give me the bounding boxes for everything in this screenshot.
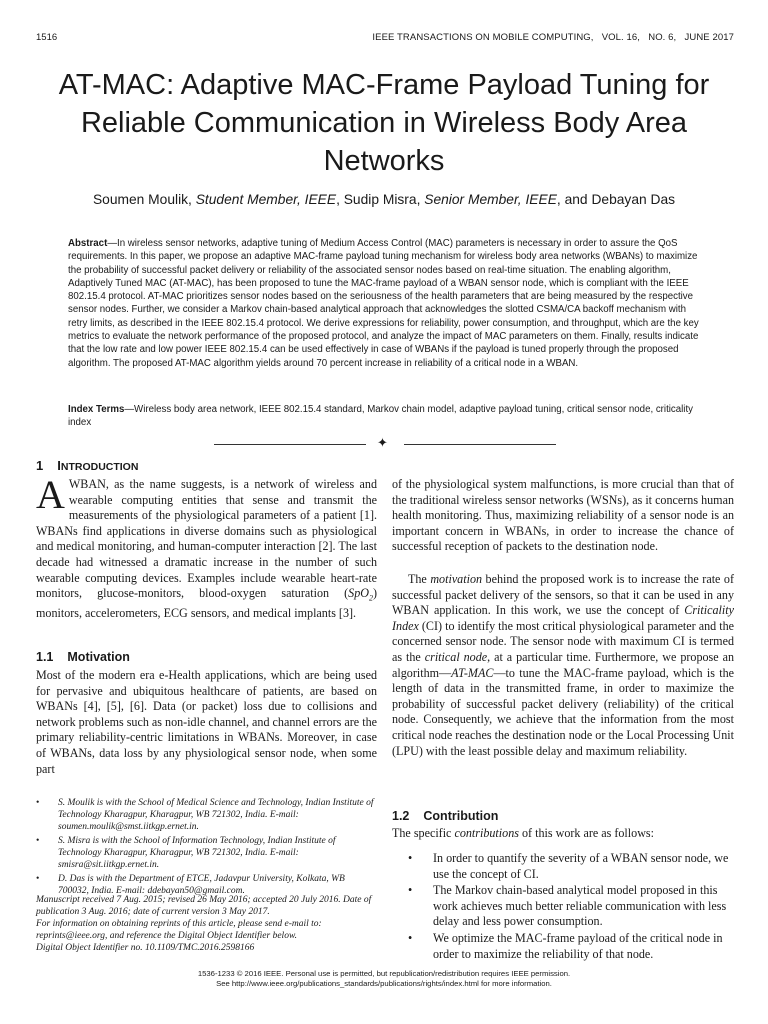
index-terms-text: —Wireless body area network, IEEE 802.15.4 standard, Markov chain model, adaptive payload tuning, critical sensor node, criticality index — [68, 404, 693, 429]
copyright-footer — [20, 969, 748, 989]
manuscript-info — [36, 894, 380, 954]
footnote-item: • S. Misra is with the School of Information Technology, Indian Institute of Technology Kharagpur, Kharagpur, WB 721302, India. E-mail: smisra@sit.iitkgp.ernet.in. — [36, 836, 336, 870]
subsection-heading-contribution — [392, 809, 498, 823]
journal-header: IEEE TRANSACTIONS ON MOBILE COMPUTING, VOL. 16, NO. 6, JUNE 2017 — [372, 32, 734, 43]
italic-term: contributions — [454, 826, 519, 840]
right-paragraph-1: of the physiological system malfunctions, is more crucial than that of the traditional wireless sensor networks (WSNs), as it concerns human health monitoring. Thus, maximizing reliability of a sensor node is an important concern in WBANs, in order to increase the chance of successful reception of packets to the destination node. — [392, 477, 734, 554]
list-item-text: In order to quantify the severity of a WBAN sensor node, we use the concept of CI. — [433, 851, 729, 881]
footnote-item: • D. Das is with the Department of ETCE, Jadavpur University, Kolkata, WB 700032, India. E-mail: ddebayan50@gmail.com. — [36, 874, 345, 896]
italic-term: AT-MAC — [451, 665, 494, 680]
abstract — [68, 237, 704, 370]
author-2: , Sudip Misra, — [336, 192, 425, 207]
author-2-role: Senior Member, IEEE — [424, 192, 557, 207]
author-1: Soumen Moulik, — [92, 192, 196, 207]
italic-term: critical node — [424, 649, 488, 664]
page-number: 1516 — [36, 32, 58, 43]
spo2-subscript: 2 — [368, 593, 373, 603]
text: —to tune the MAC-frame payload, which is the length of data in the transmitted frame, in order to maximize the probability of successful packet delivery (reliability) of the critical node. Consequently, we achieve that the information from the most critical node reaches the destination node or the Local Processing Unit (LPU) with the least possible delay and maximum reliability. — [392, 665, 734, 758]
section-title-rest: NTRODUCTION — [60, 461, 139, 473]
section-number: 1 — [36, 458, 44, 473]
affiliation-footnotes — [36, 797, 376, 899]
paper-title: AT-MAC: Adaptive MAC-Frame Payload Tuning for Reliable Communication in Wireless Body Area Networks — [58, 69, 710, 177]
text: (CI) to identify the most critical physiological parameter and the concerned sensor node. The sensor node with maximum CI is termed as the — [392, 618, 734, 664]
subsection-title: Contribution — [423, 809, 499, 823]
intro-paragraph — [36, 472, 377, 622]
divider-ornament-icon: ✦ — [377, 435, 388, 450]
right-paragraph-2 — [392, 572, 734, 759]
footnote-text: S. Misra is with the School of Information Technology, Indian Institute of Technology Kharagpur, Kharagpur, WB 721302, India. E-mail: smisra@sit.iitkgp.ernet.in. — [58, 836, 336, 870]
list-item: • We optimize the MAC-frame payload of the critical node in order to maximize the reliability of that node. — [408, 930, 723, 961]
subsection-heading-motivation — [36, 650, 130, 664]
text: of this work are as follows: — [518, 826, 654, 840]
index-terms-label: Index Terms — [68, 404, 125, 415]
text: , at a particular time. Furthermore, we propose an algorithm— — [392, 649, 734, 680]
footnote-text: D. Das is with the Department of ETCE, Jadavpur University, Kolkata, WB 700032, India. E-mail: ddebayan50@gmail.com. — [58, 874, 345, 896]
motivation-paragraph: Most of the modern era e-Health applications, which are being used for pervasive and ubiquitous healthcare of patients, are based on WBANs [4], [5], [6]. Data (or packet) loss due to collisions and network problems such as non-idle channel, and channel errors are the primary reliability-centric limitations in WBANs. Moreover, in case of WBANs, data loss by any physiological sensor node, when some part — [36, 668, 377, 776]
footnote-text: S. Moulik is with the School of Medical Science and Technology, Indian Institute of Technology Kharagpur, Kharagpur, WB 721302, India. E-mail: soumen.moulik@smst.iitkgp.ernet.in. — [58, 798, 374, 832]
spo2-symbol — [348, 586, 373, 603]
text: The — [408, 572, 431, 586]
subsection-number: 1.1 — [36, 650, 54, 664]
section-heading-introduction — [36, 458, 138, 473]
intro-text-end: ) monitors, accelerometers, ECG sensors, and medical implants [3]. — [36, 586, 377, 621]
italic-term: Criticality Index — [392, 603, 734, 633]
dropcap-letter: A — [36, 472, 65, 517]
doi: Digital Object Identifier no. 10.1109/TMC.2016.2598166 — [36, 943, 255, 953]
list-item-text: We optimize the MAC-frame payload of the critical node in order to maximize the reliability of that node. — [433, 930, 723, 961]
permissions-link[interactable]: See http://www.ieee.org/publications_standards/publications/rights/index.html for more information. — [216, 979, 552, 988]
author-1-role: Student Member, IEEE — [195, 192, 337, 207]
text: behind the proposed work is to increase the rate of successful packet delivery of the sensors, so that it can be used in any WBAN application. In this work, we use the concept of — [392, 572, 734, 618]
list-item: • In order to quantify the severity of a WBAN sensor node, we use the concept of CI. — [408, 851, 729, 881]
list-item-text: The Markov chain-based analytical model proposed in this work achieves much better reliable communication with less delay and less power consumption. — [433, 883, 727, 929]
index-terms — [68, 403, 704, 430]
divider-line-right — [404, 444, 556, 445]
subsection-number: 1.2 — [392, 809, 410, 823]
copyright-line: 1536-1233 © 2016 IEEE. Personal use is permitted, but republication/redistribution requires IEEE permission. — [197, 969, 571, 978]
spo2-main: SpO — [348, 586, 369, 601]
manuscript-dates: Manuscript received 7 Aug. 2015; revised 26 May 2016; accepted 20 July 2016. Date of publication 3 Aug. 2016; date of current version 3 May 2017. — [36, 895, 372, 917]
author-3: , and Debayan Das — [556, 192, 676, 207]
abstract-label: Abstract — [68, 238, 108, 249]
contribution-intro — [392, 826, 734, 842]
contribution-list — [392, 851, 734, 963]
divider-line-left — [214, 444, 366, 445]
author-list — [20, 192, 748, 207]
list-item: • The Markov chain-based analytical model proposed in this work achieves much better reliable communication with less delay and less power consumption. — [408, 883, 727, 929]
footnote-item: • S. Moulik is with the School of Medical Science and Technology, Indian Institute of Technology Kharagpur, Kharagpur, WB 721302, India. E-mail: soumen.moulik@smst.iitkgp.ernet.in. — [36, 798, 374, 832]
subsection-title: Motivation — [67, 650, 130, 664]
reprint-info: For information on obtaining reprints of this article, please send e-mail to: reprints@ieee.org, and reference the Digital Object Identifier below. — [36, 919, 322, 941]
intro-text: WBAN, as the name suggests, is a network of wireless and wearable computing entities that sense and transmit the measurements of the physiological parameters of a patient [1]. WBANs find applications in diverse domains such as physiological and medical monitoring, and human-computer interaction [2]. The last decade had witnessed a dramatic increase in the number of such wearable computing devices. Examples include wearable heart-rate monitors, glucose-monitors, blood-oxygen saturation ( — [36, 477, 377, 601]
section-title-initial: I — [57, 458, 61, 473]
abstract-text: —In wireless sensor networks, adaptive tuning of Medium Access Control (MAC) parameters is necessary in order to assure the QoS requirements. In this paper, we propose an adaptive MAC-frame payload tuning mechanism for wireless body area networks (WBANs) to maximize the probability of successful packet delivery or reliability of the associated sensor nodes based on real-time situation. The enabling algorithm, Adaptively Tuned MAC (AT-MAC), has been proposed to tune the MAC-frame payload of a WBAN sensor node, which is compliant with the IEEE 802.15.4 protocol. AT-MAC prioritizes sensor nodes based on the seriousness of the health parameters that are being measured by the respective sensor nodes. Further, we consider a Markov chain-based analytical approach that acknowledges the slotted CSMA/CA backoff mechanism with retry limits, as described in the IEEE 802.15.4 protocol. We derive expressions for reliability, power consumption, and throughput, which are the key metrics to evaluate the network performance of the proposed protocol, and analyze the impact of MAC parameters on them. Finally, results indicate that the low rate and low power IEEE 802.15.4 can be used effectively in case of WBANs if the payload is tuned properly through the proposed algorithm. The proposed AT-MAC algorithm yields around 70 percent increase in reliability of a critical node in a WBAN. — [68, 238, 699, 369]
section-divider — [214, 435, 556, 450]
italic-term: motivation — [430, 572, 483, 586]
text: The specific — [392, 826, 455, 840]
